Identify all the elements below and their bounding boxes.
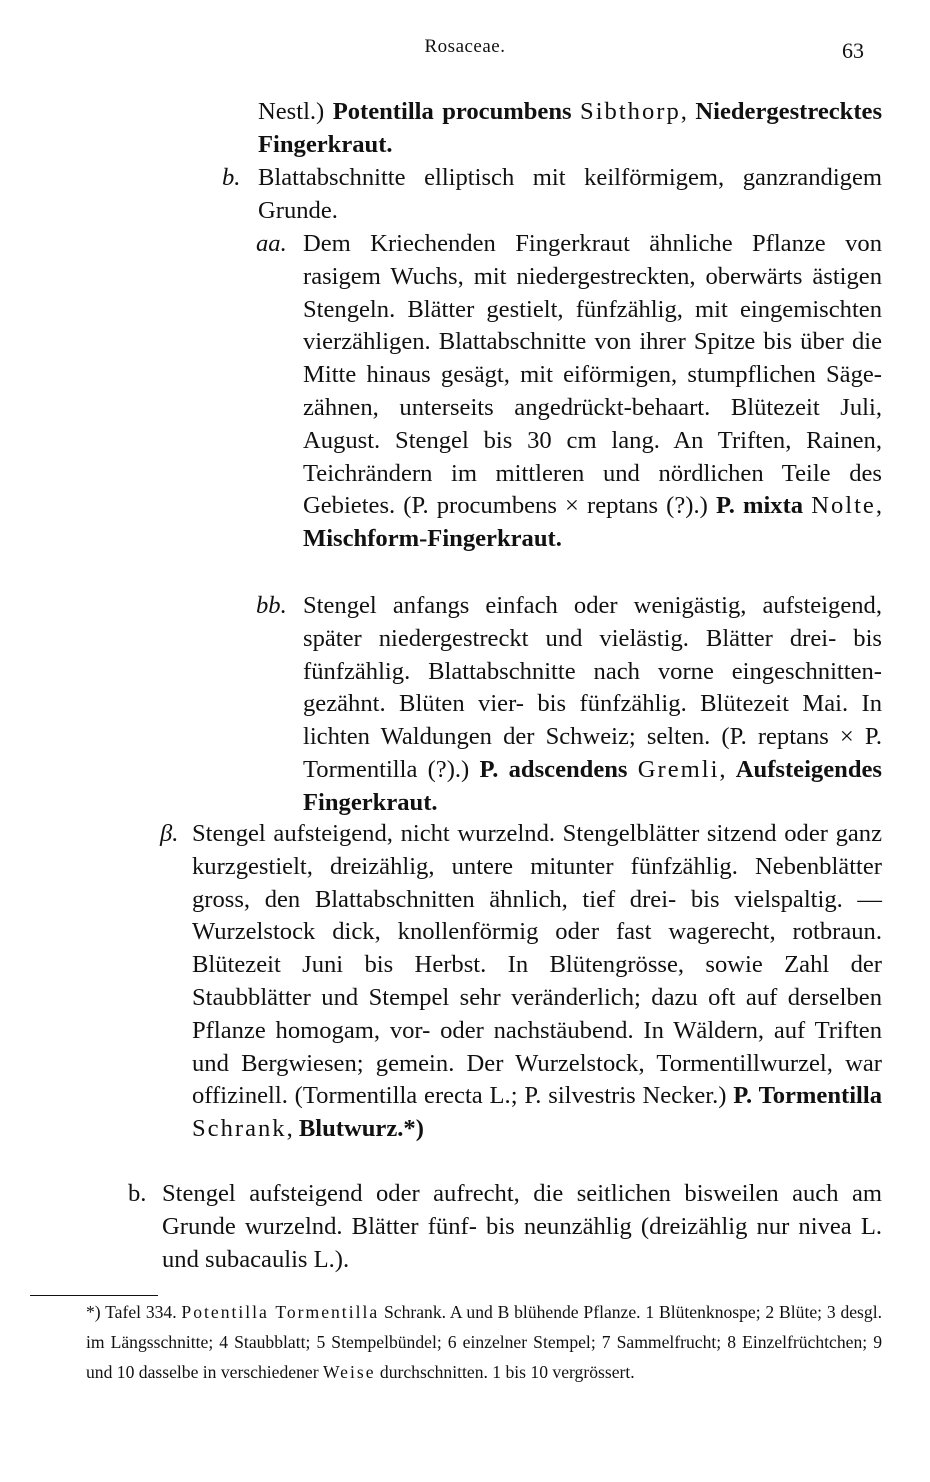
common-name: Aufsteigendes Fingerkraut.: [303, 755, 882, 816]
common-name: Niedergestrecktes Fingerkraut.: [258, 98, 883, 158]
key-marker-b: b.: [222, 164, 241, 191]
key-marker-b2: b.: [128, 1180, 147, 1207]
paragraph-bb: [303, 590, 882, 820]
text-run: Weise: [322, 1362, 376, 1382]
text-run: Stengel aufsteigend, nicht wurzelnd. Stengelblätter sitzend oder ganz kurzgestielt, dreizählig, untere mitunter fünfzählig. Nebenblätter gross, den Blattabschnitten ähnlich, tief drei- bis vielspaltig. — Wurzelstock dick, knollenförmig oder fast wagerecht, rotbraun. Blütezeit Juni bis Herbst. In Blütengrösse, sowie Zahl der Staubblätter und Stempel sehr veränderlich; dazu oft auf derselben Pflanze homogam, vor- oder nachstäubend. In Wäldern, auf Triften und Bergwiesen; gemein. Der Wurzelstock, Tormentillwurzel, war offizinell. (Tormentilla erecta L.; P. silvestris Necker.): [192, 820, 882, 1110]
text-run: *) Tafel 334.: [86, 1302, 182, 1322]
text-run: ,: [875, 492, 882, 520]
paragraph-beta: [192, 818, 882, 1146]
author-name: Sibthorp: [580, 98, 681, 125]
paragraph-b2: Stengel aufsteigend oder aufrecht, die seitlichen bisweilen auch am Grunde wurzelnd. Blätter fünf- bis neunzählig (dreizählig nur nivea L. und subacaulis L.).: [162, 1180, 882, 1273]
author-name: Nolte: [811, 492, 876, 520]
footnote-rule: [30, 1295, 158, 1296]
footnote-text: [30, 1297, 882, 1387]
running-head-title: Rosaceae.: [424, 36, 506, 57]
text-run: ,: [680, 98, 696, 125]
paragraph-b: Blattabschnitte elliptisch mit keilförmigem, ganzrandigem Grunde.: [258, 164, 882, 224]
text-run: Nestl.): [258, 98, 333, 125]
key-marker-beta: β.: [160, 820, 179, 847]
text-run: [803, 492, 811, 519]
species-name: P. mixta: [715, 492, 804, 520]
species-name: P. Tormentilla: [733, 1082, 882, 1110]
text-run: [628, 756, 638, 783]
paragraph-procumbens: [258, 96, 882, 162]
author-name: Schrank: [192, 1115, 287, 1143]
text-run: Dem Kriechenden Fingerkraut ähnliche Pflanze von rasigem Wuchs, mit niedergestreckten, oberwärts ästigen Stengeln. Blätter gestielt, fünfzählig, mit eingemischten vierzähligen. Blattabschnitte von ihrer Spitze bis über die Mitte hinaus gesägt, mit eiförmigen, stumpflichen Sägezähnen, unterseits angedrückt-behaart. Blütezeit Juli, August. Stengel bis 30 cm lang. An Triften, Rainen, Teichrändern im mittleren und nördlichen Teile des Gebietes. (P. procumbens × reptans (?).): [303, 230, 882, 520]
page-number: 63: [842, 38, 864, 63]
footnote: [30, 1297, 882, 1387]
text-run: Schrank. A und B blühende Pflanze. 1 Blütenknospe; 2 Blüte; 3 desgl. im Längsschnitte; 4 Staubblatt; 5 Stempelbündel; 6 einzelner Stempel; 7 Sammelfrucht; 8 Einzelfrüchtchen; 9 und 10 dasselbe in verschiedener: [86, 1302, 882, 1382]
key-marker-bb: bb.: [256, 592, 287, 619]
text-run: durchschnitten. 1 bis 10 vergrössert.: [375, 1362, 635, 1382]
text-run: Stengel anfangs einfach oder wenigästig, aufsteigend, später niedergestreckt und vielästig. Blätter drei- bis fünfzählig. Blattabschnitte nach vorne eingeschnitten-gezähnt. Blüten vier- bis fünfzählig. Blütezeit Mai. In lichten Waldungen der Schweiz; selten. (P. reptans × P. Tormentilla (?).): [303, 592, 882, 783]
common-name: Mischform-Fingerkraut.: [303, 525, 562, 553]
key-marker-aa: aa.: [256, 230, 287, 257]
author-name: Gremli: [637, 755, 720, 783]
text-run: ,: [719, 755, 736, 783]
text-run: ,: [286, 1115, 299, 1143]
species-name: Potentilla Tormentilla: [181, 1302, 380, 1322]
common-name: Blutwurz.*): [298, 1115, 424, 1143]
species-name: P. adscendens: [479, 755, 628, 783]
paragraph-aa: [303, 228, 882, 556]
species-name: Potentilla procumbens: [332, 98, 572, 125]
text-run: [572, 98, 580, 125]
